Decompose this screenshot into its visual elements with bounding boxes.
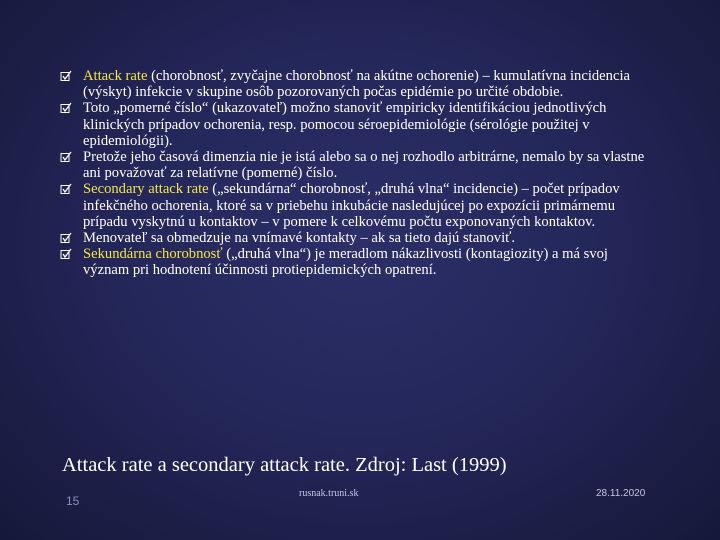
bullet-text: („sekundárna“ chorobnosť, „druhá vlna“ incidencie) – počet prípadov infekčného ochorenia, ktoré sa v priebehu inkubácie nasledujúcej po expozícii primárnemu prípadu vyskytnú u kontaktov – v pomere k celkovému počtu exponovaných kontaktov. (83, 181, 620, 230)
bullet-item-6 (60, 246, 650, 278)
bullet-item-3 (60, 149, 650, 181)
bullet-text: Pretože jeho časová dimenzia nie je istá alebo sa o nej rozhodlo arbitrárne, nemalo by sa vlastne ani považovať za relatívne (pomerné) číslo. (83, 149, 645, 182)
checkbox-icon (60, 232, 72, 244)
checkbox-icon (60, 70, 72, 82)
bullet-list (60, 68, 650, 279)
slide-caption: Attack rate a secondary attack rate. Zdroj: Last (1999) (62, 454, 507, 476)
checkbox-icon (60, 102, 72, 114)
bullet-text: („druhá vlna“) je meradlom nákazlivosti (kontagiozity) a má svoj význam pri hodnotení účinnosti protiepidemických opatrení. (83, 246, 608, 279)
bullet-text: Menovateľ sa obmedzuje na vnímavé kontakty – ak sa tieto dajú stanoviť. (83, 230, 516, 247)
bullet-item-1 (60, 68, 650, 100)
bullet-term: Sekundárna chorobnosť (83, 246, 223, 263)
footer-site: rusnak.truni.sk (299, 488, 359, 499)
bullet-text: (chorobnosť, zvyčajne chorobnosť na akútne ochorenie) – kumulatívna incidencia (výskyt) infekcie v skupine osôb pozorovaných počas epidémie po určité obdobie. (83, 68, 630, 101)
bullet-term: Attack rate (83, 68, 148, 84)
checkbox-icon (60, 248, 72, 260)
footer-date: 28.11.2020 (596, 488, 646, 499)
bullet-term: Secondary attack rate (83, 181, 209, 198)
bullet-text: Toto „pomerné číslo“ (ukazovateľ) možno stanoviť empiricky identifikáciou jednotlivých klinických prípadov ochorenia, resp. pomocou séroepidemiológie (sérológie použitej v epidemiológii). (83, 100, 607, 149)
bullet-item-4 (60, 181, 650, 230)
checkbox-icon (60, 183, 72, 195)
checkbox-icon (60, 151, 72, 163)
bullet-item-2 (60, 100, 650, 149)
bullet-item-5 (60, 230, 650, 246)
slide-number: 15 (66, 494, 80, 508)
